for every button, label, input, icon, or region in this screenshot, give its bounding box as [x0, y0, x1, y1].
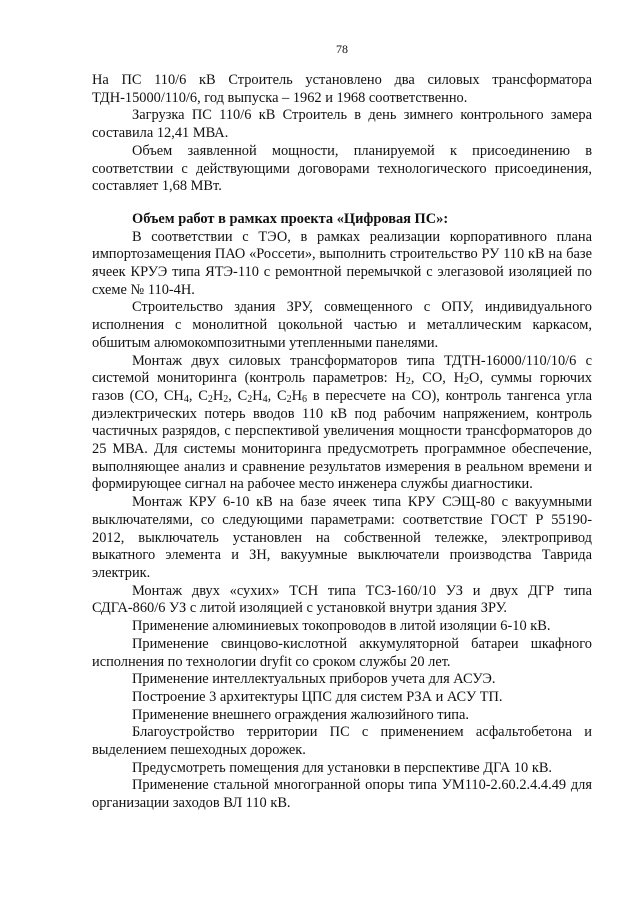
paragraph-tsn-dgr: Монтаж двух «сухих» ТСН типа ТСЗ-160/10 УЗ и двух ДГР типа СДГА-860/6 УЗ с литой изоляцией с установкой внутри здания ЗРУ.	[92, 582, 592, 617]
paragraph-kru-6-10: Монтаж КРУ 6-10 кВ на базе ячеек типа КРУ СЭЩ-80 с вакуумными выключателями, со следующими параметрами: соответствие ГОСТ Р 55190-2012, выключатель установлен на собственной тележке, электропривод выкатного элемента и ЗН, вакуумные выключатели производства Таврида электрик.	[92, 494, 592, 581]
formula-c2h2: $C_2H_2$	[198, 387, 229, 405]
paragraph-fence: Применение внешнего ограждения жалюзийного типа.	[132, 706, 469, 723]
formula-c2h4: $C_2H_4$	[237, 387, 268, 405]
paragraph-zru-building: Строительство здания ЗРУ, совмещенного с ОПУ, индивидуального исполнения с монолитной цокольной частью и металлическим каркасом, обшитым алюмокомпозитными утепленными панелями.	[92, 299, 592, 351]
paragraph-aluminium-busbars: Применение алюминиевых токопроводов в литой изоляции 6-10 кВ.	[132, 618, 551, 635]
formula-h2: $H_2$	[395, 370, 411, 388]
section-heading-scope: Объем работ в рамках проекта «Цифровая ПС»:	[132, 210, 449, 227]
transformer-text-after-gases: в пересчете на CO), контроль тангенса угла диэлектрических потерь вводов 110 кВ под рабочим напряжением, контроль частичных разрядов, с перспективой увеличения мощности трансформаторов до 25 МВА. Для системы мониторинга предусмотреть программное обеспечение, выполняющее анализ и сравнение результатов измерения в реальном времени и формирующее сигнал на рабочее место инженера службы диагностики.	[92, 387, 593, 493]
paragraph-existing-transformers: На ПС 110/6 кВ Строитель установлено два силовых трансформатора ТДН-15000/110/6, год выпуска – 1962 и 1968 соответственно.	[92, 72, 592, 106]
formula-ch4: $CH_4$	[163, 387, 189, 405]
transformer-text-combustible-gases: , суммы горючих газов (CO,	[92, 370, 592, 404]
paragraph-steel-pole: Применение стальной многогранной опоры типа УМ110-2.60.2.4.4.49 для организации заходов ВЛ 110 кВ.	[92, 777, 592, 812]
paragraph-winter-load: Загрузка ПС 110/6 кВ Строитель в день зимнего контрольного замера составила 12,41 МВА.	[92, 107, 592, 142]
paragraph-smart-meters: Применение интеллектуальных приборов учета для АСУЭ.	[132, 671, 496, 688]
formula-c2h6: $C_2H_6$	[277, 387, 308, 405]
page-number: 78	[336, 42, 348, 56]
paragraph-ru-110: В соответствии с ТЭО, в рамках реализации корпоративного плана импортозамещения ПАО «Россети», выполнить строительство РУ 110 кВ на базе ячеек КРУЭ типа ЯТЭ-110 с ремонтной перемычкой с элегазовой изоляцией по схеме № 110-4Н.	[92, 228, 592, 298]
formula-h2o: $H_2O$	[453, 370, 480, 388]
paragraph-cps-architecture: Построение 3 архитектуры ЦПС для систем РЗА и АСУ ТП.	[132, 688, 503, 705]
paragraph-battery: Применение свинцово-кислотной аккумуляторной батареи шкафного исполнения по технологии dryfit со сроком службы 20 лет.	[92, 635, 592, 670]
paragraph-transformers-monitoring: Монтаж двух силовых трансформаторов типа ТДТН-16000/110/10/6 с системой мониторинга (контроль параметров: $H_2$, CO, $H_2O$, суммы горючих газов (CO, $CH_4$, $C_2H_2$, $C_2H_4$, $C_2H_6$ в пересчете на CO), контроль тангенса угла диэлектрических потерь вводов 110 кВ под рабочим напряжением, контроль частичных разрядов, с перспективой увеличения мощности трансформаторов до 25 МВА. Для системы мониторинга предусмотреть программное обеспечение, выполняющее анализ и сравнение результатов измерения в реальном времени и формирующее сигнал на рабочее место инженера службы диагностики.	[92, 352, 593, 493]
paragraph-landscaping: Благоустройство территории ПС с применением асфальтобетона и выделением пешеходных дорожек.	[92, 724, 592, 759]
transformer-text-co: , CO,	[410, 370, 454, 387]
paragraph-declared-power: Объем заявленной мощности, планируемой к присоединению в соответствии с действующими договорами технологического присоединения, составляет 1,68 МВт.	[92, 142, 592, 195]
transformer-text-before-gases: Монтаж двух силовых трансформаторов типа ТДТН-16000/110/10/6 с системой мониторинга (контроль параметров:	[92, 352, 592, 387]
paragraph-dga-rooms: Предусмотреть помещения для установки в перспективе ДГА 10 кВ.	[132, 759, 553, 776]
